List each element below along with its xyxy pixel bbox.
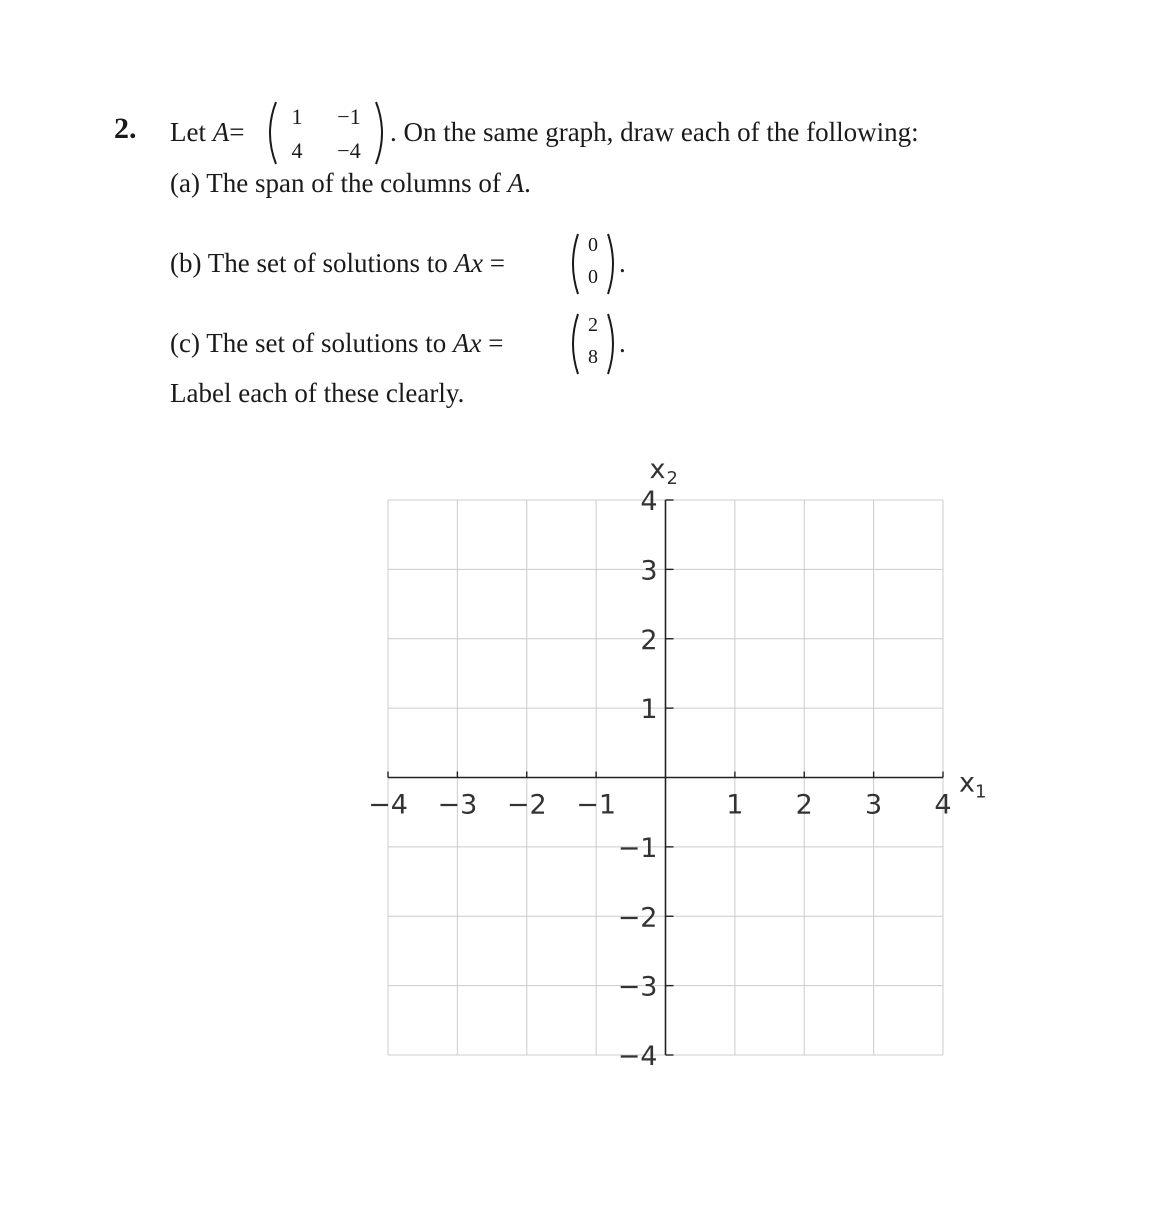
- label-instruction: Label each of these clearly.: [170, 378, 465, 408]
- part-c-var: Ax: [452, 328, 482, 358]
- vector-cell: 0: [588, 266, 598, 288]
- y-axis-subscript: 2: [666, 468, 678, 489]
- y-tick-label: 2: [640, 624, 658, 656]
- part-a-text: (a) The span of the columns of: [170, 168, 508, 198]
- part-c-text: (c) The set of solutions to: [170, 328, 453, 358]
- y-tick-label: 4: [640, 486, 658, 517]
- vector-zero: [568, 232, 618, 296]
- y-tick-label: −4: [617, 1041, 658, 1072]
- part-b-text: (b) The set of solutions to: [170, 248, 455, 278]
- matrix-cell: −1: [337, 104, 361, 129]
- vector-cell: 8: [588, 346, 598, 368]
- x-tick-label: −2: [506, 789, 547, 821]
- part-a: [170, 168, 531, 199]
- matrix-cell: 1: [291, 104, 303, 129]
- let-text: Let: [170, 117, 213, 147]
- problem-intro: [170, 117, 244, 148]
- problem-number: 2.: [114, 112, 137, 145]
- y-tick-label: 3: [640, 555, 658, 587]
- part-a-var: A: [507, 168, 525, 198]
- equals-sign: =: [229, 117, 245, 147]
- coordinate-grid: [0, 440, 1168, 1105]
- part-c-suffix: .: [619, 328, 626, 358]
- part-c-eq: =: [481, 328, 504, 358]
- grid-svg: [0, 440, 1168, 1100]
- x-axis-subscript: 1: [975, 781, 987, 803]
- part-b-var: Ax: [454, 248, 483, 278]
- matrix-cell: 4: [291, 138, 303, 163]
- y-tick-label: −3: [617, 971, 658, 1003]
- x-tick-label: −4: [368, 789, 408, 821]
- problem-statement: [0, 0, 1168, 430]
- problem-instruction: . On the same graph, draw each of the following:: [390, 117, 919, 147]
- y-axis-label: x: [649, 454, 666, 485]
- y-tick-label: 1: [640, 694, 658, 726]
- part-b-suffix: .: [619, 248, 626, 278]
- part-b-eq: =: [482, 248, 505, 278]
- x-tick-label: −1: [576, 789, 617, 821]
- y-tick-label: −2: [617, 902, 658, 934]
- x-axis-label: x: [959, 767, 975, 799]
- x-tick-label: 4: [934, 789, 952, 821]
- x-tick-label: 1: [726, 789, 744, 821]
- part-a-suffix: .: [524, 168, 531, 198]
- x-tick-label: 3: [865, 789, 883, 821]
- vector-cell: 2: [588, 314, 598, 336]
- part-c: [170, 328, 503, 359]
- matrix-cell: −4: [337, 138, 361, 163]
- vector-cell: 0: [588, 234, 598, 256]
- y-tick-label: −1: [617, 832, 658, 864]
- matrix-name: A: [212, 117, 230, 147]
- x-tick-label: −3: [437, 789, 478, 821]
- vector-rhs: [568, 312, 618, 376]
- part-b: [170, 248, 505, 279]
- matrix-a: [262, 100, 392, 166]
- x-tick-label: 2: [795, 789, 813, 821]
